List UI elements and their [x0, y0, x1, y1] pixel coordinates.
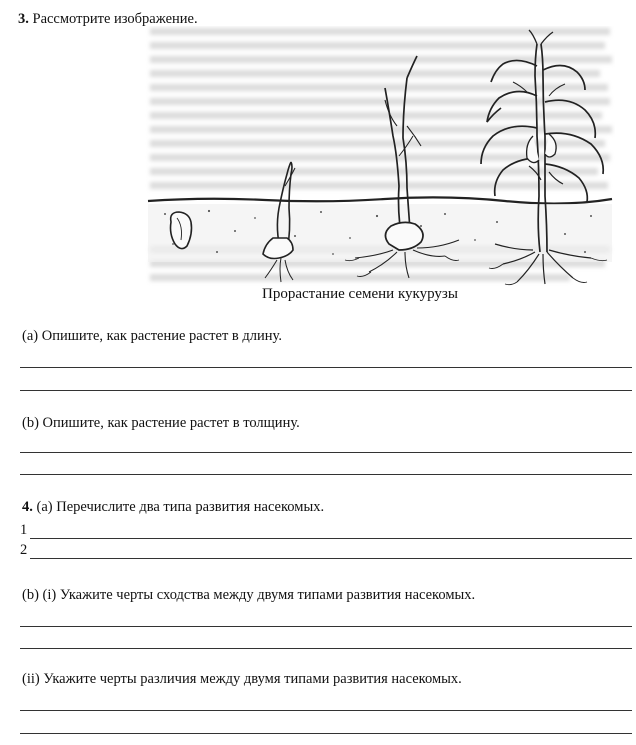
- question-3b-text: (b) Опишите, как растение растет в толщину.: [22, 415, 300, 431]
- answer-line-3a-1[interactable]: [20, 367, 632, 368]
- question-4a-text: [22, 499, 324, 516]
- question-4bii-text: (ii) Укажите черты различия между двумя типами развития насекомых.: [22, 671, 462, 687]
- corn-germination-illustration: [145, 26, 615, 288]
- answer-item-2-label: 2: [20, 542, 28, 558]
- figure-caption: Прорастание семени кукурузы: [262, 286, 458, 302]
- answer-item-1-label: 1: [20, 522, 28, 538]
- question-4a-prompt: (a) Перечислите два типа развития насекомых.: [36, 499, 325, 515]
- corn-seed-drawing: [171, 212, 192, 249]
- answer-line-3b-2[interactable]: [20, 474, 632, 475]
- answer-line-3a-2[interactable]: [20, 390, 632, 391]
- answer-line-4a-1[interactable]: [30, 538, 632, 539]
- question-4bi-text: (b) (i) Укажите черты сходства между двумя типами развития насекомых.: [22, 587, 476, 603]
- question-3-number: 3.: [18, 11, 29, 27]
- answer-line-4a-2[interactable]: [30, 558, 632, 559]
- question-3a-text: (a) Опишите, как растение растет в длину.: [22, 328, 282, 344]
- answer-line-4bii-1[interactable]: [20, 710, 632, 711]
- answer-line-3b-1[interactable]: [20, 452, 632, 453]
- question-4-number: 4.: [22, 499, 33, 515]
- answer-line-4bii-2[interactable]: [20, 733, 632, 734]
- answer-line-4bi-1[interactable]: [20, 626, 632, 627]
- question-3-prompt: Рассмотрите изображение.: [32, 11, 198, 27]
- answer-line-4bi-2[interactable]: [20, 648, 632, 649]
- soil-surface: [148, 197, 612, 262]
